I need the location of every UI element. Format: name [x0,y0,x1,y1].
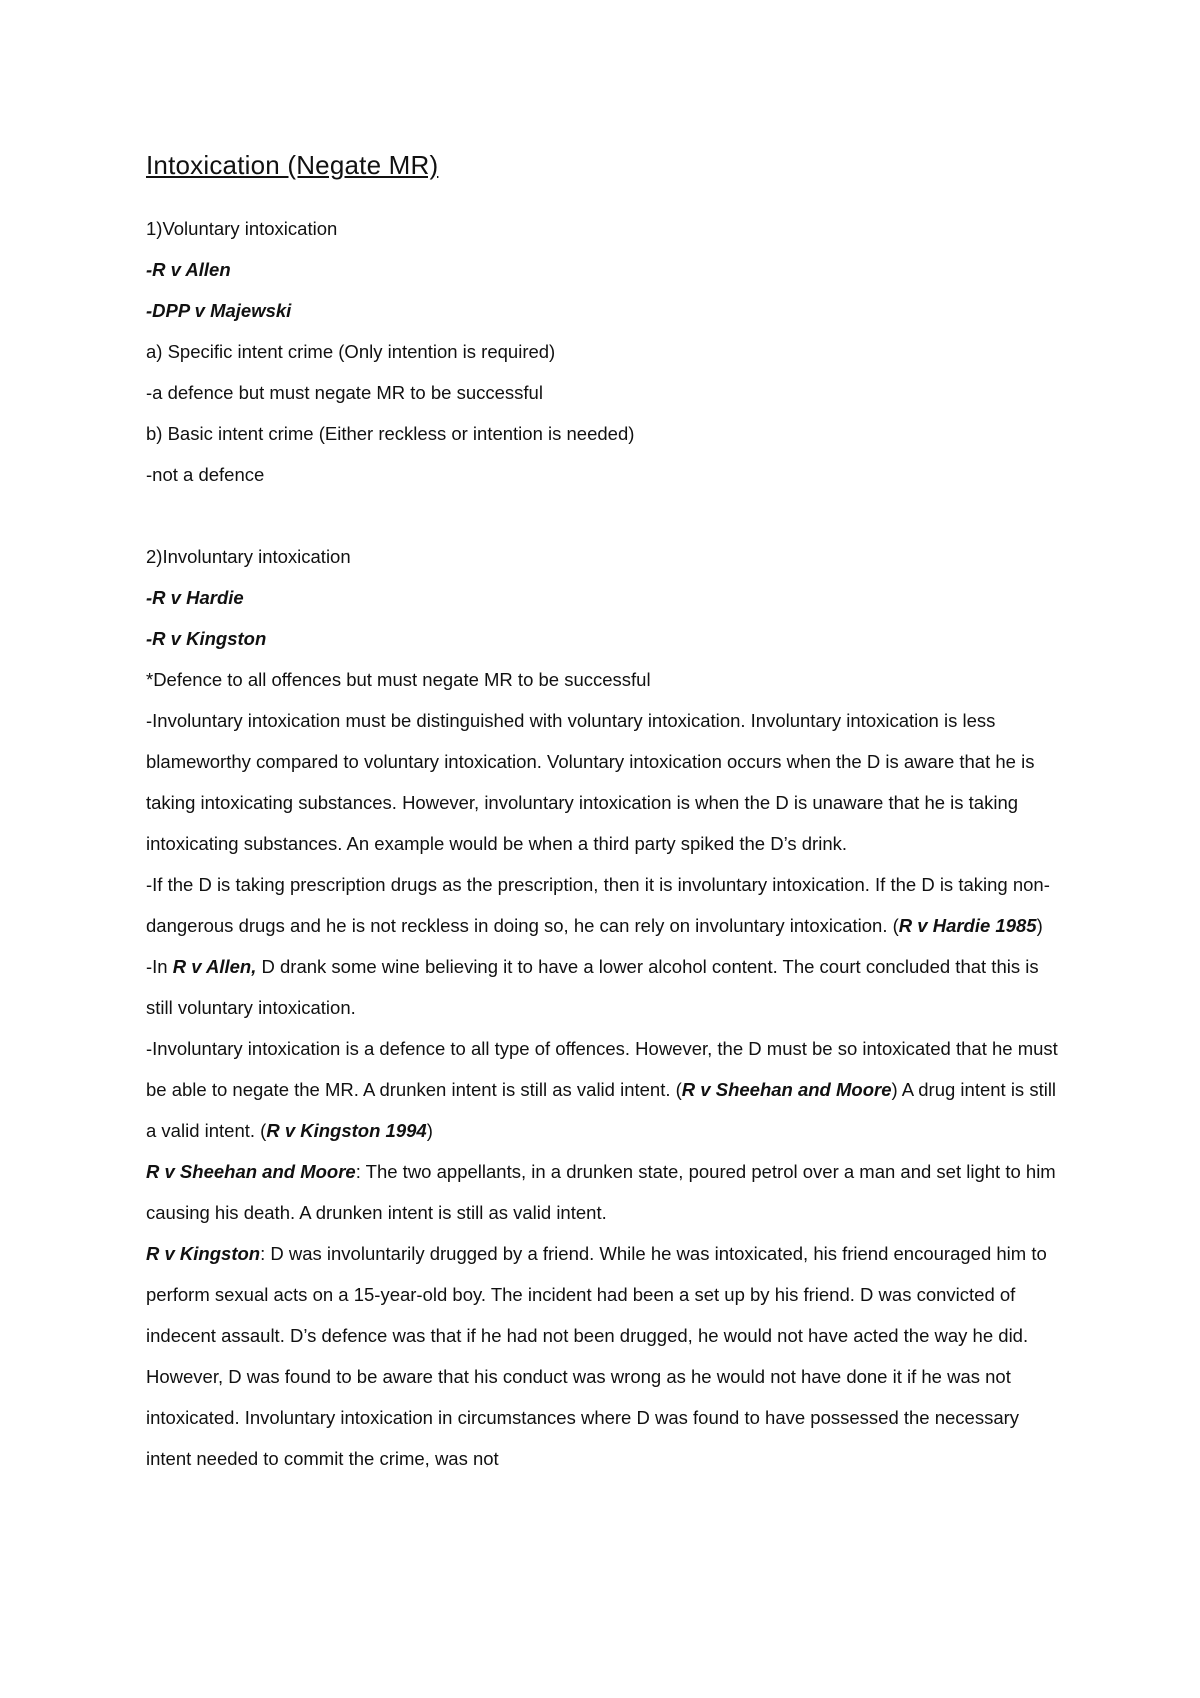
paragraph-text: -Involuntary intoxication is a defence to all type of offences. However, the D must be so intoxicated that he must be able to negate the MR. A drunken intent is still as valid intent. ( [146,1038,1058,1100]
paragraph-text: ) [426,1120,433,1141]
case-r-v-kingston: -R v Kingston [146,628,267,649]
paragraph-text: ) [1036,915,1043,936]
case-r-v-allen: -R v Allen [146,259,231,280]
case-citation: R v Kingston [146,1243,261,1264]
document-title: Intoxication (Negate MR) [146,150,439,180]
case-citation: R v Sheehan and Moore [681,1079,892,1100]
specific-intent-note: -a defence but must negate MR to be successful [146,382,543,403]
paragraph-text: : The two appellants, in a drunken state, poured petrol over a man and set light to him causing his death. A drunken intent is still as valid intent. [146,1161,1056,1223]
case-dpp-v-majewski: -DPP v Majewski [146,300,292,321]
blank-line [146,495,1066,536]
basic-intent-item: b) Basic intent crime (Either reckless or intention is needed) [146,423,635,444]
case-citation: R v Kingston 1994 [266,1120,427,1141]
paragraph-distinction: -Involuntary intoxication must be distinguished with voluntary intoxication. Involuntary intoxication is less blameworthy compared to voluntary intoxication. Voluntary intoxication occurs when the D is aware that he is taking intoxicating substances. However, involuntary intoxication is when the D is unaware that he is taking intoxicating substances. An example would be when a third party spiked the D’s drink. [146,710,1035,854]
case-citation: R v Sheehan and Moore [146,1161,356,1182]
section1-heading: 1)Voluntary intoxication [146,218,338,239]
paragraph-defence-all-offences [146,1028,1066,1151]
paragraph-text: -If the D is taking prescription drugs as the prescription, then it is involuntary intoxication. If the D is taking non-dangerous drugs and he is not reckless in doing so, he can rely on involuntary intoxication. ( [146,874,1050,936]
paragraph-sheehan-moore [146,1151,1066,1233]
paragraph-text: D drank some wine believing it to have a lower alcohol content. The court concluded that this is still voluntary intoxication. [146,956,1039,1018]
paragraph-text: ) A drug intent is still a valid intent. ( [146,1079,1057,1141]
paragraph-prescription [146,864,1066,946]
paragraph-text: : D was involuntarily drugged by a friend. While he was intoxicated, his friend encouraged him to perform sexual acts on a 15-year-old boy. The incident had been a set up by his friend. D was convicted of indecent assault. D’s defence was that if he had not been drugged, he would not have acted the way he did. However, D was found to be aware that his conduct was wrong as he would not have done it if he was not intoxicated. Involuntary intoxication in circumstances where D was found to have possessed the necessary intent needed to commit the crime, was not [146,1243,1047,1469]
document-body [146,208,1066,1479]
case-citation: R v Hardie 1985 [898,915,1037,936]
paragraph-text: -In [146,956,173,977]
case-r-v-hardie: -R v Hardie [146,587,244,608]
case-citation: R v Allen, [172,956,257,977]
defence-note: *Defence to all offences but must negate MR to be successful [146,669,651,690]
paragraph-allen [146,946,1066,1028]
basic-intent-note: -not a defence [146,464,265,485]
section2-heading: 2)Involuntary intoxication [146,546,351,567]
specific-intent-item: a) Specific intent crime (Only intention is required) [146,341,556,362]
paragraph-kingston [146,1233,1066,1479]
